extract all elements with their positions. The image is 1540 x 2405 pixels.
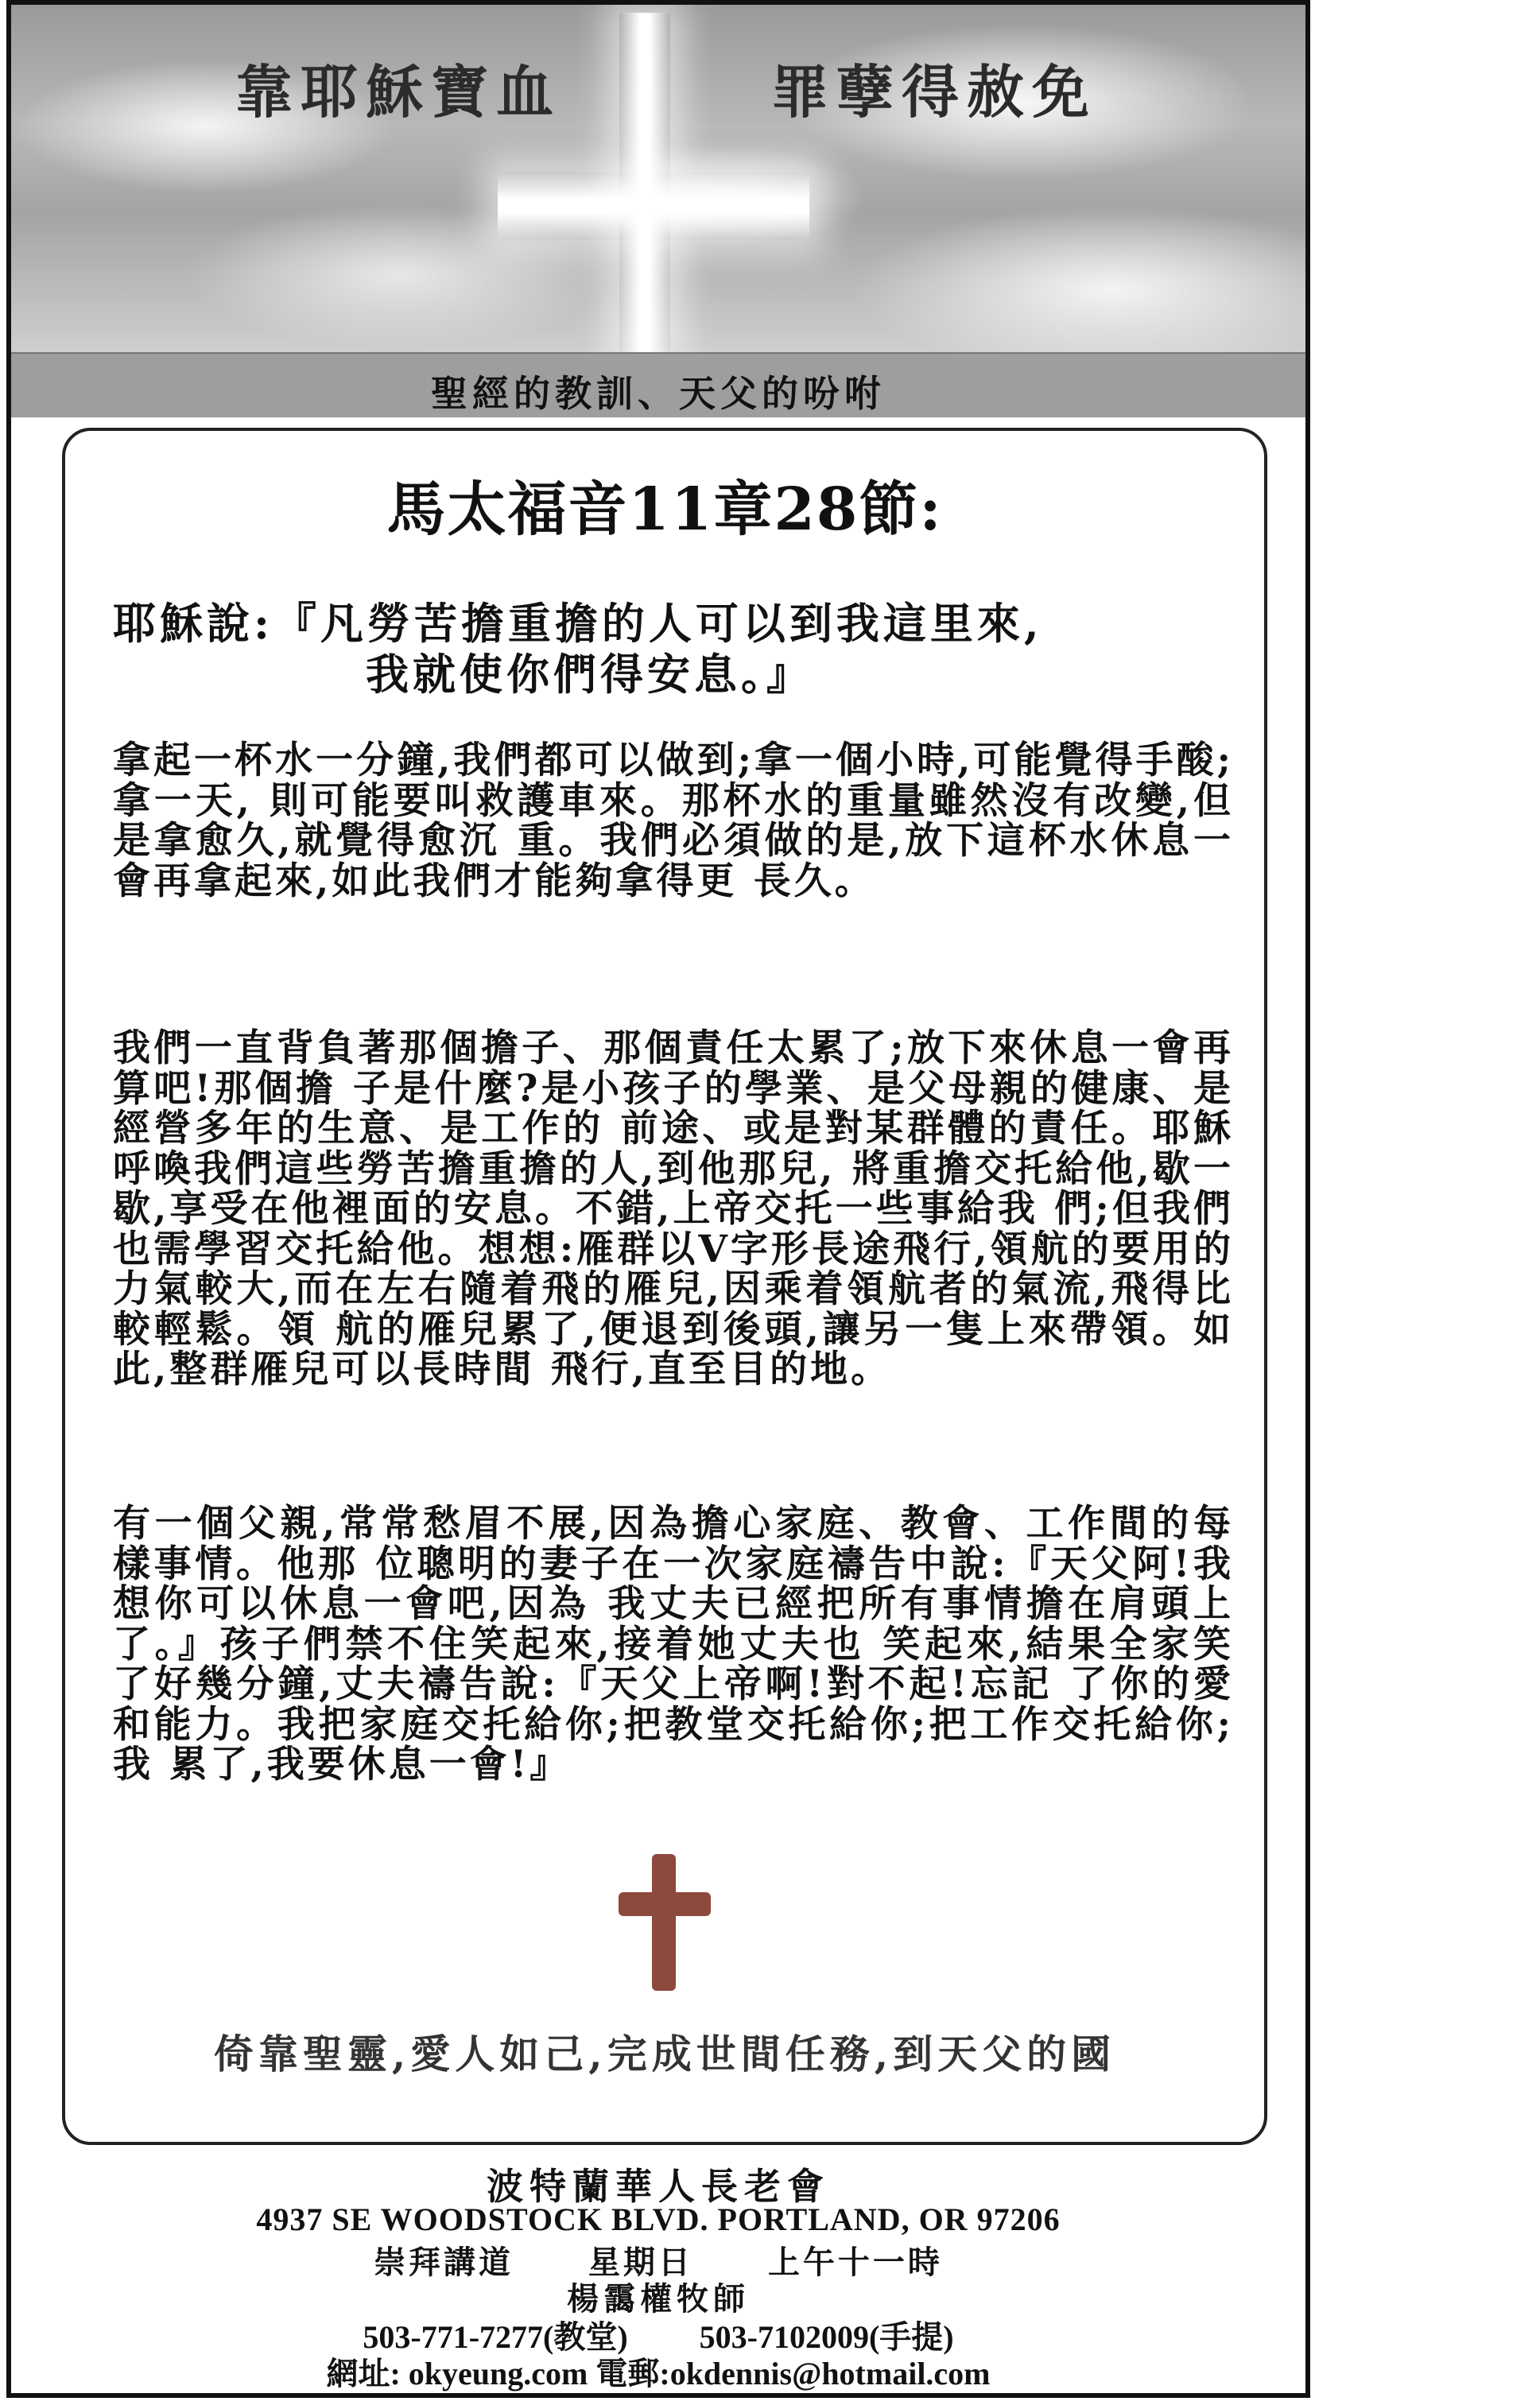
paragraph-water-cup: 拿起一杯水一分鐘,我們都可以做到;拿一個小時,可能覺得手酸;拿一天, 則可能要叫救護車來。那杯水的重量雖然沒有改變,但是拿愈久,就覺得愈沉 重。我們必須做的是,放下這杯水休息一會再拿起來,如此我們才能夠拿得更 長久。 xyxy=(113,739,1234,903)
service-label: 崇拜講道 xyxy=(374,2244,514,2281)
motto: 倚靠聖靈,愛人如己,完成世間任務,到天父的國 xyxy=(213,2031,1116,2077)
glowing-cross-bar xyxy=(498,172,809,240)
advertisement-frame xyxy=(6,0,1310,2398)
subtitle-band xyxy=(11,352,1305,417)
church-name: 波特蘭華人長老會 xyxy=(487,2165,830,2208)
church-address: 4937 SE WOODSTOCK BLVD. PORTLAND, OR 97206 xyxy=(256,2201,1061,2237)
service-day: 星期日 xyxy=(588,2244,693,2281)
scripture-quote xyxy=(113,598,1043,700)
service-time: 上午十一時 xyxy=(767,2244,943,2281)
quote-line-1: 耶穌說:『凡勞苦擔重擔的人可以到我這里來, xyxy=(113,598,1043,649)
banner-slogan-left: 靠耶穌寶血 xyxy=(235,58,562,126)
banner-slogan-right: 罪孽得赦免 xyxy=(771,58,1098,126)
subtitle-text: 聖經的教訓、天父的吩咐 xyxy=(431,372,886,415)
paragraph-father-story: 有一個父親,常常愁眉不展,因為擔心家庭、教會、工作間的每樣事情。他那 位聰明的妻子在一次家庭禱告中說:『天父阿!我想你可以休息一會吧,因為 我丈夫已經把所有事情擔在肩頭上了。』孩子們禁不住笑起來,接着她丈夫也 笑起來,結果全家笑了好幾分鐘,丈夫禱告說:『天父上帝啊!對不起!忘記 了你的愛和能力。我把家庭交托給你;把教堂交托給你;把工作交托給你;我 累了,我要休息一會!』 xyxy=(113,1502,1234,1786)
paragraph-burden: 我們一直背負著那個擔子、那個責任太累了;放下來休息一會再算吧!那個擔 子是什麼?是小孩子的學業、是父母親的健康、是經營多年的生意、是工作的 前途、或是對某群體的責任。耶穌呼喚我們這些勞苦擔重擔的人,到他那兒, 將重擔交托給他,歇一歇,享受在他裡面的安息。不錯,上帝交托一些事給我 們;但我們也需學習交托給他。想想:雁群以V字形長途飛行,領航的要用的 力氣較大,而在左右隨着飛的雁兒,因乘着領航者的氣流,飛得比較輕鬆。領 航的雁兒累了,便退到後頭,讓另一隻上來帶領。如此,整群雁兒可以長時間 飛行,直至目的地。 xyxy=(113,1026,1234,1391)
pastor-name: 楊靄權牧師 xyxy=(567,2280,750,2318)
sky-banner xyxy=(11,5,1305,352)
wooden-cross-icon xyxy=(619,1854,711,1991)
quote-line-2: 我就使你們得安息。』 xyxy=(366,649,813,700)
sermon-card xyxy=(62,428,1267,2145)
web-and-email: 網址: okyeung.com 電郵:okdennis@hotmail.com xyxy=(326,2356,991,2391)
phone-church: 503-771-7277(教堂) xyxy=(363,2319,628,2355)
verse-title: 馬太福音11章28節: xyxy=(386,475,943,544)
phone-mobile: 503-7102009(手提) xyxy=(699,2319,954,2355)
